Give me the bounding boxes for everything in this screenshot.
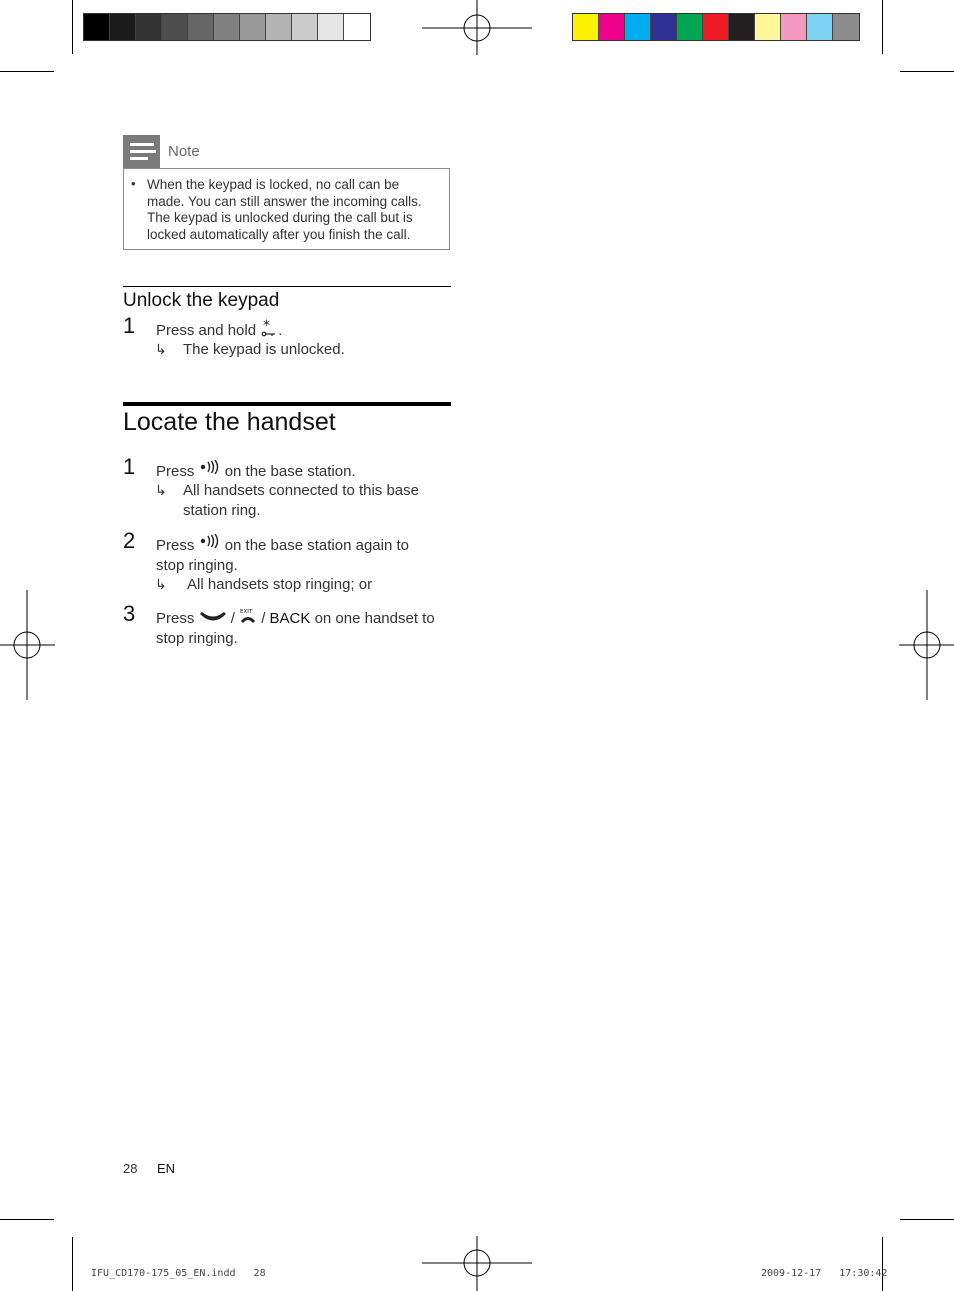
result-line: All handsets connected to this base bbox=[183, 482, 419, 499]
registration-mark bbox=[422, 0, 532, 55]
note-icon bbox=[123, 135, 160, 168]
color-swatch bbox=[292, 14, 318, 40]
note-text bbox=[147, 177, 445, 243]
talk-key-icon bbox=[199, 611, 227, 625]
step-text: Press bbox=[156, 537, 195, 554]
step-number: 1 bbox=[123, 454, 136, 479]
paging-icon bbox=[199, 460, 221, 478]
note-line: The keypad is unlocked during the call but is bbox=[147, 210, 413, 225]
cmyk-color-bar bbox=[572, 13, 860, 41]
note-bullet: • bbox=[131, 176, 136, 191]
slug-timestamp: 2009-12-17 17:30:42 bbox=[761, 1268, 888, 1279]
registration-mark bbox=[422, 1236, 532, 1291]
grayscale-color-bar bbox=[83, 13, 371, 41]
result-line: station ring. bbox=[183, 502, 261, 519]
crop-mark bbox=[882, 1237, 883, 1291]
step-text: on the base station. bbox=[224, 463, 356, 480]
color-swatch bbox=[807, 14, 833, 40]
registration-mark bbox=[899, 590, 954, 700]
step-number: 2 bbox=[123, 528, 136, 553]
color-swatch bbox=[214, 14, 240, 40]
color-swatch bbox=[188, 14, 214, 40]
step-number: 3 bbox=[123, 601, 136, 626]
note-line: When the keypad is locked, no call can be bbox=[147, 177, 400, 192]
color-swatch bbox=[729, 14, 755, 40]
locate-step3-text bbox=[156, 607, 435, 649]
step-text: on one handset to bbox=[314, 610, 435, 627]
color-swatch bbox=[240, 14, 266, 40]
svg-text:*: * bbox=[263, 319, 271, 334]
step-text: Press bbox=[156, 463, 195, 480]
step-text: Press and hold bbox=[156, 322, 257, 339]
color-swatch bbox=[703, 14, 729, 40]
color-swatch bbox=[318, 14, 344, 40]
color-swatch bbox=[599, 14, 625, 40]
locate-step1-result bbox=[183, 481, 419, 521]
registration-mark bbox=[0, 590, 55, 700]
color-swatch bbox=[162, 14, 188, 40]
result-arrow-icon: ↳ bbox=[155, 341, 167, 357]
locate-step2-text bbox=[156, 534, 409, 576]
result-arrow-icon: ↳ bbox=[155, 482, 167, 498]
color-swatch bbox=[84, 14, 110, 40]
separator: / bbox=[261, 610, 266, 627]
slug-file-info: IFU_CD170-175_05_EN.indd 28 bbox=[91, 1268, 266, 1279]
color-swatch bbox=[266, 14, 292, 40]
crop-mark bbox=[900, 71, 954, 72]
color-swatch bbox=[781, 14, 807, 40]
color-swatch bbox=[136, 14, 162, 40]
locate-step1-text bbox=[156, 460, 356, 482]
locate-heading: Locate the handset bbox=[123, 408, 336, 436]
color-swatch bbox=[651, 14, 677, 40]
page-number: 28 bbox=[123, 1161, 138, 1176]
separator: / bbox=[230, 610, 235, 627]
unlock-result: The keypad is unlocked. bbox=[183, 341, 345, 358]
section-rule bbox=[123, 286, 451, 287]
color-swatch bbox=[110, 14, 136, 40]
note-line: made. You can still answer the incoming calls. bbox=[147, 193, 422, 209]
step-text: on the base station again to bbox=[224, 537, 409, 554]
crop-mark bbox=[0, 71, 54, 72]
section-rule-thick bbox=[123, 402, 451, 406]
paging-icon bbox=[199, 534, 221, 552]
crop-mark bbox=[882, 0, 883, 54]
back-key-label: BACK bbox=[269, 610, 311, 627]
color-swatch bbox=[677, 14, 703, 40]
color-swatch bbox=[573, 14, 599, 40]
color-swatch bbox=[344, 14, 370, 40]
star-key-icon bbox=[260, 319, 278, 337]
note-line: locked automatically after you finish the call. bbox=[147, 226, 411, 242]
color-swatch bbox=[833, 14, 859, 40]
locate-step2-result: All handsets stop ringing; or bbox=[187, 576, 373, 593]
crop-mark bbox=[72, 1237, 73, 1291]
unlock-step-text bbox=[156, 319, 282, 341]
step-text: stop ringing. bbox=[156, 630, 238, 647]
step-text: stop ringing. bbox=[156, 557, 238, 574]
step-suffix: . bbox=[278, 322, 283, 339]
crop-mark bbox=[72, 0, 73, 54]
crop-mark bbox=[0, 1219, 54, 1220]
result-arrow-icon: ↳ bbox=[155, 576, 167, 592]
exit-key-text: EXIT bbox=[240, 609, 253, 615]
step-text: Press bbox=[156, 610, 195, 627]
color-swatch bbox=[755, 14, 781, 40]
end-call-exit-icon bbox=[239, 607, 257, 625]
crop-mark bbox=[900, 1219, 954, 1220]
language-code: EN bbox=[157, 1161, 176, 1176]
step-number: 1 bbox=[123, 313, 136, 338]
note-label: Note bbox=[168, 143, 200, 160]
unlock-heading: Unlock the keypad bbox=[123, 290, 280, 311]
color-swatch bbox=[625, 14, 651, 40]
